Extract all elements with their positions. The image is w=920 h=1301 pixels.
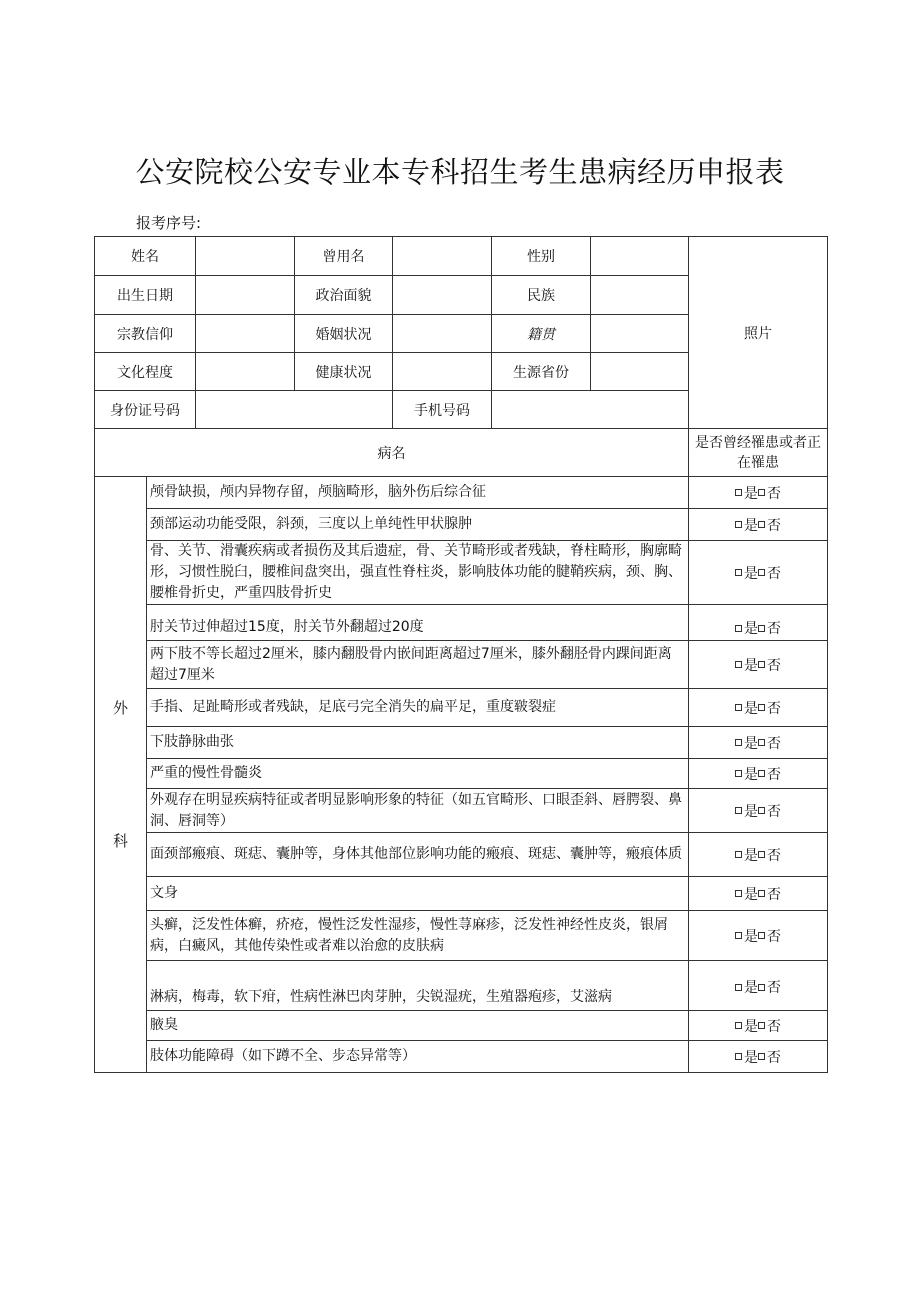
yes-no-options	[689, 1041, 828, 1073]
no-option-label: 否	[767, 485, 781, 502]
yes-no-options	[689, 789, 828, 833]
yes-option-label: 是	[744, 980, 758, 996]
yes-checkbox[interactable]	[735, 661, 742, 668]
no-checkbox[interactable]	[758, 489, 765, 496]
religion-field[interactable]	[196, 315, 295, 353]
political-status-label: 政治面貌	[295, 276, 393, 315]
serial-number-label: 报考序号:	[136, 214, 202, 232]
yes-option-label: 是	[744, 803, 758, 820]
yes-no-options	[689, 727, 828, 759]
yes-checkbox[interactable]	[735, 625, 742, 632]
surgery-section-label	[95, 477, 147, 1073]
id-number-field[interactable]	[196, 391, 393, 429]
no-checkbox[interactable]	[758, 569, 765, 576]
religion-label: 宗教信仰	[95, 315, 196, 353]
education-label: 文化程度	[95, 353, 196, 391]
former-name-field[interactable]	[393, 237, 492, 276]
no-checkbox[interactable]	[758, 984, 765, 991]
yes-checkbox[interactable]	[735, 521, 742, 528]
yes-no-options	[689, 689, 828, 727]
disease-name: 颅骨缺损，颅内异物存留，颅脑畸形，脑外伤后综合征	[147, 477, 689, 509]
no-checkbox[interactable]	[758, 521, 765, 528]
yes-checkbox[interactable]	[735, 984, 742, 991]
disease-name: 肘关节过伸超过15度，肘关节外翻超过20度	[147, 605, 689, 641]
marital-status-label: 婚姻状况	[295, 315, 393, 353]
yes-option-label: 是	[744, 847, 758, 864]
ethnicity-field[interactable]	[591, 276, 689, 315]
disease-name: 腋臭	[147, 1011, 689, 1041]
yes-no-options	[689, 509, 828, 541]
application-form-table	[94, 236, 828, 1073]
yes-no-options	[689, 477, 828, 509]
health-status-label: 健康状况	[295, 353, 393, 391]
yes-no-options	[689, 1011, 828, 1041]
yes-no-options	[689, 833, 828, 877]
disease-name: 外观存在明显疾病特征或者明显影响形象的特征（如五官畸形、口眼歪斜、唇腭裂、鼻洞、唇洞等）	[147, 789, 689, 833]
origin-province-label: 生源省份	[492, 353, 591, 391]
no-checkbox[interactable]	[758, 932, 765, 939]
yes-checkbox[interactable]	[735, 807, 742, 814]
yes-checkbox[interactable]	[735, 1022, 742, 1029]
name-label: 姓名	[95, 237, 196, 276]
former-name-label: 曾用名	[295, 237, 393, 276]
yes-option-label: 是	[744, 700, 758, 717]
birth-date-label: 出生日期	[95, 276, 196, 315]
political-status-field[interactable]	[393, 276, 492, 315]
ethnicity-label: 民族	[492, 276, 591, 315]
yes-checkbox[interactable]	[735, 932, 742, 939]
health-status-field[interactable]	[393, 353, 492, 391]
no-checkbox[interactable]	[758, 890, 765, 897]
no-option-label: 否	[767, 517, 781, 534]
no-option-label: 否	[767, 886, 781, 903]
yes-option-label: 是	[744, 766, 758, 783]
no-option-label: 否	[767, 621, 781, 637]
no-checkbox[interactable]	[758, 807, 765, 814]
native-place-field[interactable]	[591, 315, 689, 353]
no-option-label: 否	[767, 980, 781, 996]
no-option-label: 否	[767, 735, 781, 752]
no-checkbox[interactable]	[758, 1022, 765, 1029]
no-option-label: 否	[767, 766, 781, 783]
yes-option-label: 是	[744, 735, 758, 752]
yes-no-options	[689, 605, 828, 641]
yes-checkbox[interactable]	[735, 890, 742, 897]
education-field[interactable]	[196, 353, 295, 391]
photo-label: 照片	[744, 325, 772, 342]
yes-option-label: 是	[744, 565, 758, 582]
yes-checkbox[interactable]	[735, 489, 742, 496]
birth-date-field[interactable]	[196, 276, 295, 315]
disease-name: 肢体功能障碍（如下蹲不全、步态异常等）	[147, 1041, 689, 1073]
no-checkbox[interactable]	[758, 1053, 765, 1060]
disease-name-header: 病名	[95, 429, 689, 477]
yes-option-label: 是	[744, 657, 758, 674]
marital-status-field[interactable]	[393, 315, 492, 353]
ever-suffered-header: 是否曾经罹患或者正在罹患	[689, 429, 828, 477]
disease-name: 骨、关节、滑囊疾病或者损伤及其后遗症，骨、关节畸形或者残缺，脊柱畸形，胸廓畸形，习惯性脱臼，腰椎间盘突出，强直性脊柱炎，影响肢体功能的腱鞘疾病，颈、胸、腰椎骨折史，严重四肢骨折史	[147, 541, 689, 605]
yes-no-options	[689, 541, 828, 605]
name-field[interactable]	[196, 237, 295, 276]
no-option-label: 否	[767, 1018, 781, 1035]
disease-name: 淋病，梅毒，软下疳，性病性淋巴肉芽肿，尖锐湿疣，生殖器疱疹，艾滋病	[147, 961, 689, 1011]
yes-checkbox[interactable]	[735, 569, 742, 576]
phone-label: 手机号码	[393, 391, 492, 429]
no-option-label: 否	[767, 657, 781, 674]
phone-field[interactable]	[492, 391, 689, 429]
yes-checkbox[interactable]	[735, 770, 742, 777]
no-option-label: 否	[767, 803, 781, 820]
yes-checkbox[interactable]	[735, 1053, 742, 1060]
yes-no-options	[689, 641, 828, 689]
disease-name: 文身	[147, 877, 689, 911]
section-char-2: 科	[112, 832, 128, 850]
disease-name: 下肢静脉曲张	[147, 727, 689, 759]
no-checkbox[interactable]	[758, 851, 765, 858]
no-checkbox[interactable]	[758, 770, 765, 777]
yes-option-label: 是	[744, 1049, 758, 1066]
no-checkbox[interactable]	[758, 739, 765, 746]
disease-name: 严重的慢性骨髓炎	[147, 759, 689, 789]
no-option-label: 否	[767, 928, 781, 945]
yes-no-options	[689, 877, 828, 911]
disease-name: 两下肢不等长超过2厘米，膝内翻股骨内嵌间距离超过7厘米，膝外翻胫骨内踝间距离超过7厘米	[147, 641, 689, 689]
origin-province-field[interactable]	[591, 353, 689, 391]
yes-option-label: 是	[744, 517, 758, 534]
yes-no-options	[689, 759, 828, 789]
yes-checkbox[interactable]	[735, 739, 742, 746]
no-option-label: 否	[767, 565, 781, 582]
yes-option-label: 是	[744, 886, 758, 903]
disease-name: 手指、足趾畸形或者残缺，足底弓完全消失的扁平足，重度皲裂症	[147, 689, 689, 727]
id-number-label: 身份证号码	[95, 391, 196, 429]
yes-option-label: 是	[744, 928, 758, 945]
yes-checkbox[interactable]	[735, 704, 742, 711]
gender-field[interactable]	[591, 237, 689, 276]
disease-name: 头癣，泛发性体癣，疥疮，慢性泛发性湿疹，慢性荨麻疹，泛发性神经性皮炎，银屑病，白癜风，其他传染性或者难以治愈的皮肤病	[147, 911, 689, 961]
yes-option-label: 是	[744, 621, 758, 637]
disease-name: 颈部运动功能受限，斜颈，三度以上单纯性甲状腺肿	[147, 509, 689, 541]
yes-checkbox[interactable]	[735, 851, 742, 858]
no-option-label: 否	[767, 700, 781, 717]
no-option-label: 否	[767, 847, 781, 864]
yes-option-label: 是	[744, 485, 758, 502]
no-option-label: 否	[767, 1049, 781, 1066]
page-title: 公安院校公安专业本专科招生考生患病经历申报表	[135, 155, 785, 189]
yes-option-label: 是	[744, 1018, 758, 1035]
disease-name: 面颈部瘢痕、斑痣、囊肿等，身体其他部位影响功能的瘢痕、斑痣、囊肿等，瘢痕体质	[147, 833, 689, 877]
yes-no-options	[689, 911, 828, 961]
no-checkbox[interactable]	[758, 625, 765, 632]
no-checkbox[interactable]	[758, 704, 765, 711]
native-place-label: 籍贯	[492, 315, 591, 353]
gender-label: 性别	[492, 237, 591, 276]
photo-box[interactable]	[689, 237, 828, 429]
yes-no-options	[689, 961, 828, 1011]
section-char-1: 外	[112, 699, 128, 717]
no-checkbox[interactable]	[758, 661, 765, 668]
